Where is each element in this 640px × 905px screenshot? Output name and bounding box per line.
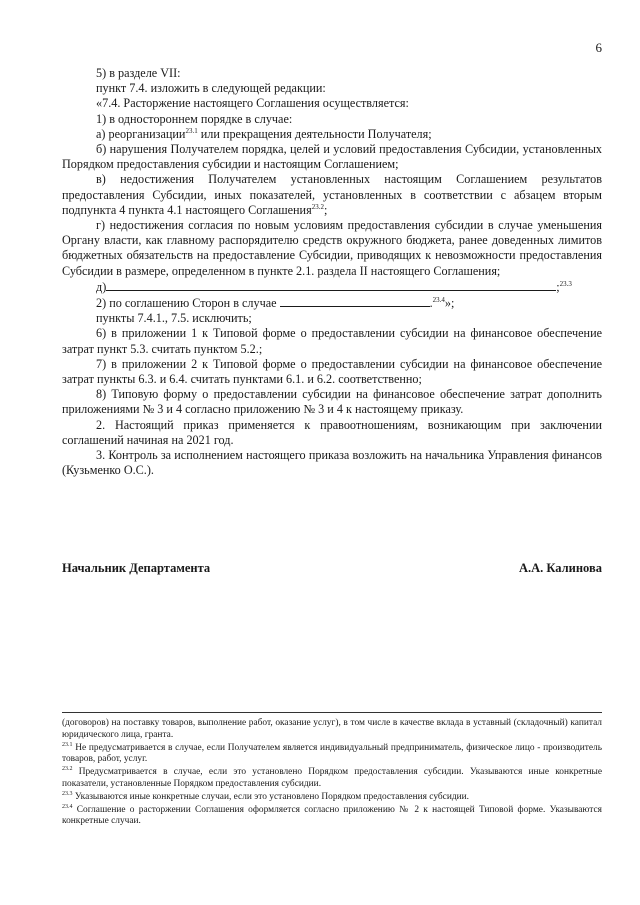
by-agreement-text: 2) по соглашению Сторон в случае	[96, 296, 277, 311]
signature-block	[62, 561, 602, 576]
other-cases-label: д)	[96, 279, 107, 294]
other-cases-tail: ;	[556, 279, 560, 294]
footnote-ref-23-3: 23.3	[559, 279, 572, 288]
footnote-ref-23-4: 23.4	[432, 295, 445, 304]
paragraph-appendix-1: 6) в приложении 1 к Типовой форме о предоставлении субсидии на финансовое обеспечение затрат пункт 5.3. считать пунктом 5.2.;	[62, 326, 602, 356]
paragraph-7-4-heading: «7.4. Расторжение настоящего Соглашения осуществляется:	[96, 96, 409, 111]
paragraph-limits: г) недостижения согласия по новым условиям предоставления субсидии в случае уменьшения Органу власти, как главному распорядителю средств окружного бюджета, ранее доведенных лимитов бюджетных обязательств на предоставление Субсидии, приводящих к невозможности предоставления Субсидии в размере, определенном в пункте 2.1. раздела II настоящего Соглашения;	[62, 218, 602, 278]
paragraph-results	[62, 172, 602, 218]
paragraph-by-agreement	[62, 295, 602, 311]
paragraph-violation: б) нарушения Получателем порядка, целей и условий предоставления Субсидии, установленных Порядком предоставления субсидии и настоящим Соглашением;	[62, 142, 602, 172]
footnote-text: Соглашение о расторжении Соглашения оформляется согласно приложению № 2 к настоящей Типовой форме. Указываются конкретные случаи.	[62, 804, 602, 827]
paragraph-appendix-2: 7) в приложении 2 к Типовой форме о предоставлении субсидии на финансовое обеспечение затрат пункты 6.3. и 6.4. считать пунктами 6.1. и 6.2. соответственно;	[62, 356, 602, 387]
footnote-23-2	[62, 767, 602, 791]
footnote-mark: 23.1	[62, 741, 73, 748]
results-text-tail: ;	[323, 202, 328, 217]
paragraph-section-7: 5) в разделе VII:	[96, 66, 181, 80]
footnote-mark: 23.2	[62, 766, 73, 773]
paragraph-appendices-3-4: 8) Типовую форму о предоставлении субсидии на финансовое обеспечение затрат дополнить приложениями № 3 и 4 согласно приложению № 3 и 4 к настоящему приказу.	[62, 387, 602, 417]
paragraph-exclude: пункты 7.4.1., 7.5. исключить;	[96, 311, 252, 326]
footnote-text: Указываются иные конкретные случаи, если это установлено Порядком предоставления субсидии.	[72, 791, 469, 802]
footnote-text: Не предусматривается в случае, если Получателем является индивидуальный предприниматель, физическое лицо - производитель товаров, работ, услуг.	[62, 742, 602, 765]
results-text: в) недостижения Получателем установленных настоящим Соглашением результатов предоставления Субсидии, иных показателей, установленных в соответствии с абзацем вторым подпункта 4 пункта 4.1 настоящего Соглашения	[62, 172, 602, 217]
signatory-position: Начальник Департамента	[62, 561, 211, 575]
paragraph-reorganization	[62, 127, 602, 142]
footnote-mark: 23.4	[62, 803, 73, 810]
footnote-ref-23-2: 23.2	[311, 202, 324, 211]
fill-in-line	[106, 279, 556, 291]
paragraph-control: 3. Контроль за исполнением настоящего приказа возложить на начальника Управления финансов (Кузьменко О.С.).	[62, 448, 602, 478]
page-number: 6	[595, 40, 602, 55]
fill-in-line	[280, 295, 430, 307]
paragraph-item-7-4-intro: пункт 7.4. изложить в следующей редакции:	[96, 81, 326, 96]
footnote-23-4	[62, 805, 602, 829]
footnotes	[62, 718, 602, 829]
footnote-23-1	[62, 743, 602, 767]
footnote-ref-23-1: 23.1	[185, 126, 198, 135]
footnote-23-3	[62, 792, 602, 804]
footnote-divider	[62, 712, 602, 713]
signatory-name: А.А. Калинова	[518, 561, 602, 575]
reorganization-text: а) реорганизации	[96, 126, 186, 141]
footnote-mark: 23.3	[62, 790, 73, 797]
document-body	[62, 66, 602, 478]
paragraph-unilateral: 1) в одностороннем порядке в случае:	[96, 111, 293, 126]
by-agreement-tail: »;	[444, 296, 455, 311]
reorganization-text-tail: или прекращения деятельности Получателя;	[197, 126, 432, 141]
footnote-continuation: (договоров) на поставку товаров, выполнение работ, оказание услуг), в том числе в качестве вклада в уставный (складочный) капитал юридического лица, гранта.	[62, 718, 602, 740]
paragraph-applicability: 2. Настоящий приказ применяется к правоотношениям, возникающим при заключении соглашений начиная на 2021 год.	[62, 417, 602, 447]
by-agreement-dot: .	[429, 296, 433, 311]
paragraph-other-cases	[62, 279, 602, 295]
footnote-text: Предусматривается в случае, если это установлено Порядком предоставления субсидии. Указываются иные конкретные показатели, установленные Порядком предоставления субсидии.	[62, 767, 602, 789]
